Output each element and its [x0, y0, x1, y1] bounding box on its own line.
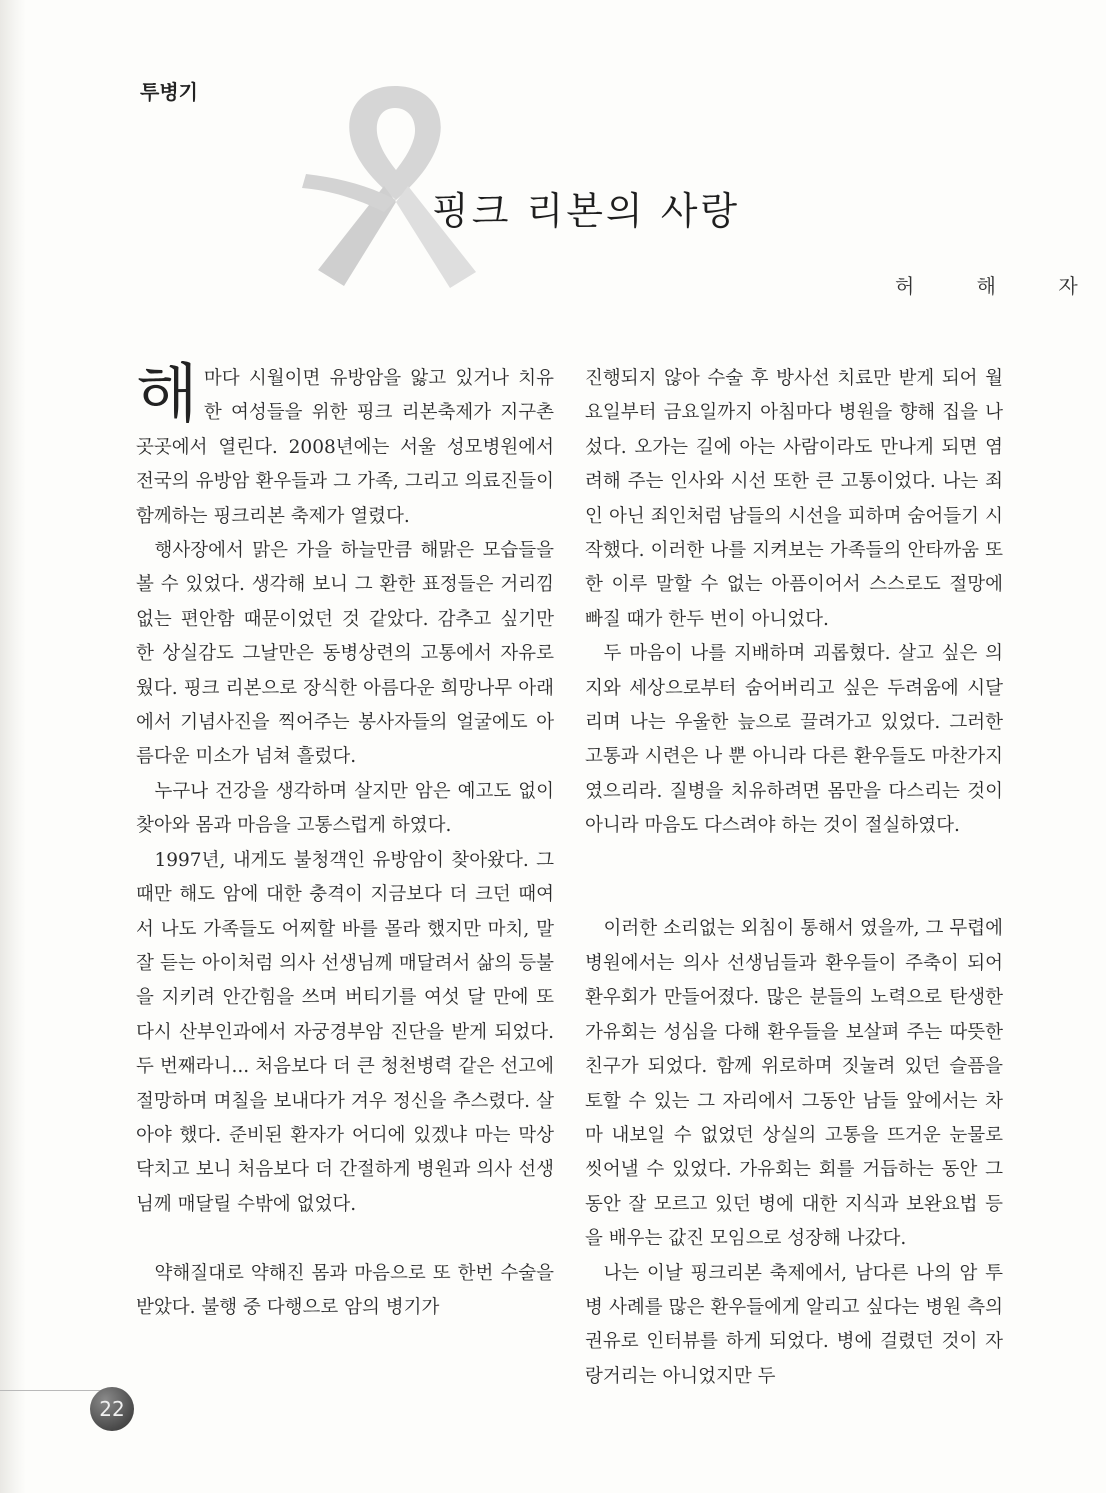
- paragraph: 나는 이날 핑크리본 축제에서, 남다른 나의 암 투병 사례를 많은 환우들에게 알리고 싶다는 병원 측의 권유로 인터뷰를 하게 되었다. 병에 걸렸던 것이 자랑거리는 아니었지만 두: [585, 1262, 1003, 1387]
- paragraph-text: 마다 시월이면 유방암을 앓고 있거나 치유한 여성들을 위한 핑크 리본축제가 지구촌 곳곳에서 열린다. 2008년에는 서울 성모병원에서 전국의 유방암 환우들과 그 가족, 그리고 의료진들이 함께하는 핑크리본 축제가 열렸다.: [136, 368, 554, 527]
- paragraph: 누구나 건강을 생각하며 살지만 암은 예고도 없이 찾아와 몸과 마음을 고통스럽게 하였다.: [136, 780, 554, 837]
- footer-rule: [0, 1390, 110, 1391]
- paragraph: 두 마음이 나를 지배하며 괴롭혔다. 살고 싶은 의지와 세상으로부터 숨어버리고 싶은 두려움에 시달리며 나는 우울한 늪으로 끌려가고 있었다. 그러한 고통과 시련은 나 뿐 아니라 다른 환우들도 마찬가지였으리라. 질병을 치유하려면 몸만을 다스리는 것이 아니라 마음도 다스려야 하는 것이 절실하였다.: [585, 643, 1003, 837]
- author-name: 허 해 자: [895, 274, 1106, 298]
- paragraph: 1997년, 내게도 불청객인 유방암이 찾아왔다. 그때만 해도 암에 대한 충격이 지금보다 더 크던 때여서 나도 가족들도 어찌할 바를 몰라 했지만 마치, 말 잘 듣는 아이처럼 의사 선생님께 매달려서 삶의 등불을 지키려 안간힘을 쓰며 버티기를 여섯 달 만에 또 다시 산부인과에서 자궁경부암 진단을 받게 되었다. 두 번째라니... 처음보다 더 큰 청천병력 같은 선고에 절망하며 며칠을 보내다가 겨우 정신을 추스렸다. 살아야 했다. 준비된 환자가 어디에 있겠냐 마는 막상 닥치고 보니 처음보다 더 간절하게 병원과 의사 선생님께 매달릴 수밖에 없었다.: [136, 849, 554, 1215]
- ribbon-loop: [349, 86, 440, 200]
- paragraph: 이러한 소리없는 외침이 통해서 였을까, 그 무렵에 병원에서는 의사 선생님들과 환우들이 주축이 되어 환우회가 만들어졌다. 많은 분들의 노력으로 탄생한 가유회는 성심을 다해 환우들을 보살펴 주는 따뜻한 친구가 되었다. 함께 위로하며 짓눌려 있던 슬픔을 토할 수 있는 그 자리에서 그동안 남들 앞에서는 차마 내보일 수 없었던 상실의 고통을 뜨거운 눈물로 씻어낼 수 있었다. 가유회는 회를 거듭하는 동안 그동안 잘 모르고 있던 병에 대한 지식과 보완요법 등을 배우는 값진 모임으로 성장해 나갔다.: [585, 918, 1003, 1250]
- page-number: 22: [90, 1387, 134, 1431]
- paragraph: [136, 358, 554, 534]
- dropcap: 해: [136, 358, 198, 432]
- paragraph: 진행되지 않아 수술 후 방사선 치료만 받게 되어 월요일부터 금요일까지 아침마다 병원을 향해 집을 나섰다. 오가는 길에 아는 사람이라도 만나게 되면 염려해 주는 인사와 시선 또한 큰 고통이었다. 나는 죄인 아닌 죄인처럼 남들의 시선을 피하며 숨어들기 시작했다. 이러한 나를 지켜보는 가족들의 안타까움 또한 이루 말할 수 없는 아픔이어서 스스로도 절망에 빠질 때가 한두 번이 아니었다.: [585, 368, 1003, 630]
- page-spine-shadow: [0, 0, 26, 1493]
- paragraph-gap: [585, 878, 1003, 912]
- paragraph-gap: [585, 844, 1003, 878]
- article-column-right: [585, 362, 1003, 1394]
- article-column-left: [136, 358, 554, 1325]
- article-title: 핑크 리본의 사랑: [432, 189, 741, 233]
- paragraph: 약해질대로 약해진 몸과 마음으로 또 한번 수술을 받았다. 불행 중 다행으로 암의 병기가: [136, 1262, 554, 1318]
- section-label: 투병기: [140, 80, 198, 104]
- paragraph: 행사장에서 맑은 가을 하늘만큼 해맑은 모습들을 볼 수 있었다. 생각해 보니 그 환한 표정들은 거리낌 없는 편안함 때문이었던 것 같았다. 감추고 싶기만 한 상실감도 그날만은 동병상련의 고통에서 자유로웠다. 핑크 리본으로 장식한 아름다운 희망나무 아래에서 기념사진을 찍어주는 봉사자들의 얼굴에도 아름다운 미소가 넘쳐 흘렀다.: [136, 540, 554, 768]
- paragraph-gap: [136, 1222, 554, 1256]
